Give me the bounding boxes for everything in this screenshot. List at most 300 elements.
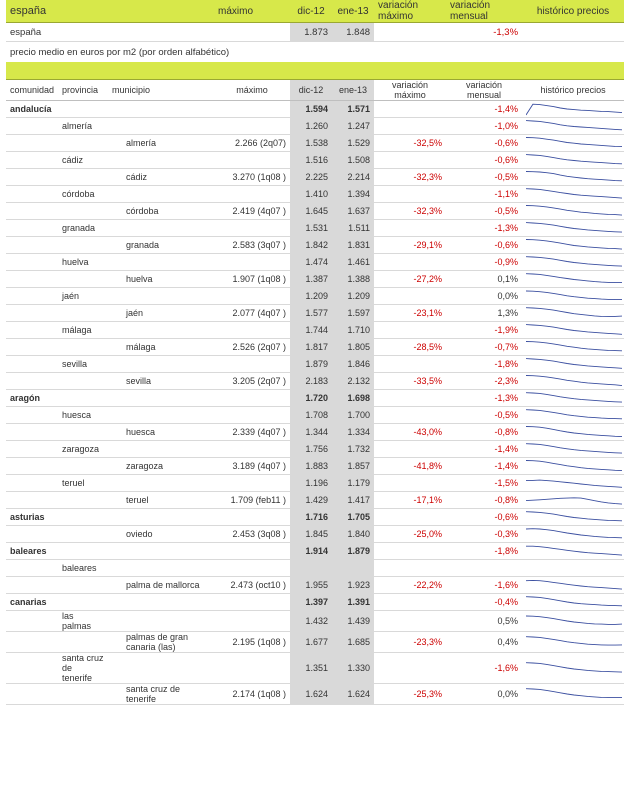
row-dic: 1.429 <box>290 492 332 509</box>
row-var-mensual: -0,6% <box>446 237 522 254</box>
row-dic: 1.196 <box>290 475 332 492</box>
row-var-maximo <box>374 288 446 305</box>
table-row <box>6 220 624 237</box>
row-ene: 1.685 <box>332 632 374 653</box>
row-provincia <box>58 373 108 390</box>
row-var-mensual: -0,5% <box>446 407 522 424</box>
row-sparkline <box>522 322 624 339</box>
row-provincia: zaragoza <box>58 441 108 458</box>
row-provincia: cádiz <box>58 152 108 169</box>
row-sparkline <box>522 492 624 509</box>
row-municipio <box>108 611 214 632</box>
row-var-mensual: -0,3% <box>446 526 522 543</box>
national-header-var-maximo: variación máximo <box>374 0 446 23</box>
row-provincia <box>58 577 108 594</box>
row-var-maximo: -23,3% <box>374 632 446 653</box>
row-comunidad <box>6 288 58 305</box>
row-comunidad: baleares <box>6 543 58 560</box>
row-municipio <box>108 560 214 577</box>
row-provincia <box>58 509 108 526</box>
national-header-var-mensual: variación mensual <box>446 0 522 23</box>
table-row <box>6 152 624 169</box>
row-municipio: málaga <box>108 339 214 356</box>
row-ene: 1.805 <box>332 339 374 356</box>
row-var-maximo: -17,1% <box>374 492 446 509</box>
row-var-maximo: -32,5% <box>374 135 446 152</box>
table-row <box>6 203 624 220</box>
row-municipio: palma de mallorca <box>108 577 214 594</box>
table-row <box>6 684 624 705</box>
row-provincia <box>58 203 108 220</box>
row-provincia <box>58 101 108 118</box>
row-dic: 1.516 <box>290 152 332 169</box>
row-comunidad <box>6 441 58 458</box>
row-municipio: jaén <box>108 305 214 322</box>
row-ene: 1.700 <box>332 407 374 424</box>
row-ene: 1.508 <box>332 152 374 169</box>
detail-green-bar <box>6 62 624 80</box>
table-row <box>6 611 624 632</box>
row-var-mensual: -1,0% <box>446 118 522 135</box>
table-row <box>6 653 624 684</box>
row-maximo: 2.453 (3q08 ) <box>214 526 290 543</box>
row-sparkline <box>522 594 624 611</box>
row-sparkline <box>522 237 624 254</box>
national-header-historico: histórico precios <box>522 0 624 23</box>
row-sparkline <box>522 254 624 271</box>
row-maximo: 2.174 (1q08 ) <box>214 684 290 705</box>
row-comunidad <box>6 373 58 390</box>
row-municipio <box>108 220 214 237</box>
row-sparkline <box>522 356 624 373</box>
row-comunidad <box>6 632 58 653</box>
row-provincia <box>58 169 108 186</box>
row-provincia <box>58 305 108 322</box>
row-municipio: almería <box>108 135 214 152</box>
row-maximo <box>214 543 290 560</box>
row-provincia <box>58 594 108 611</box>
row-comunidad <box>6 611 58 632</box>
row-sparkline <box>522 632 624 653</box>
row-dic: 1.842 <box>290 237 332 254</box>
row-ene: 2.132 <box>332 373 374 390</box>
row-var-mensual: -1,3% <box>446 220 522 237</box>
row-municipio <box>108 356 214 373</box>
row-sparkline <box>522 152 624 169</box>
table-row <box>6 424 624 441</box>
row-comunidad <box>6 118 58 135</box>
row-var-maximo: -43,0% <box>374 424 446 441</box>
row-maximo <box>214 407 290 424</box>
row-var-maximo <box>374 594 446 611</box>
table-row <box>6 543 624 560</box>
row-ene: 1.461 <box>332 254 374 271</box>
row-maximo: 3.189 (4q07 ) <box>214 458 290 475</box>
row-ene: 1.831 <box>332 237 374 254</box>
table-row <box>6 135 624 152</box>
row-var-maximo: -23,1% <box>374 305 446 322</box>
row-municipio: teruel <box>108 492 214 509</box>
row-comunidad: andalucía <box>6 101 58 118</box>
row-municipio: zaragoza <box>108 458 214 475</box>
row-var-maximo <box>374 560 446 577</box>
row-var-maximo <box>374 509 446 526</box>
row-var-mensual: -1,4% <box>446 458 522 475</box>
row-provincia: teruel <box>58 475 108 492</box>
row-sparkline <box>522 543 624 560</box>
row-dic: 1.538 <box>290 135 332 152</box>
table-row <box>6 441 624 458</box>
row-municipio <box>108 653 214 684</box>
row-var-maximo: -25,0% <box>374 526 446 543</box>
table-row <box>6 339 624 356</box>
row-sparkline <box>522 305 624 322</box>
row-provincia <box>58 543 108 560</box>
row-comunidad <box>6 322 58 339</box>
row-sparkline <box>522 135 624 152</box>
row-municipio: huelva <box>108 271 214 288</box>
national-header-title: españa <box>6 0 214 23</box>
row-maximo <box>214 356 290 373</box>
row-dic: 1.577 <box>290 305 332 322</box>
row-dic: 1.716 <box>290 509 332 526</box>
table-row <box>6 288 624 305</box>
row-ene: 1.637 <box>332 203 374 220</box>
row-maximo <box>214 611 290 632</box>
row-comunidad <box>6 254 58 271</box>
row-ene: 1.698 <box>332 390 374 407</box>
row-var-maximo: -33,5% <box>374 373 446 390</box>
national-data-row <box>6 23 624 42</box>
row-comunidad <box>6 237 58 254</box>
row-provincia: córdoba <box>58 186 108 203</box>
row-comunidad <box>6 152 58 169</box>
row-sparkline <box>522 101 624 118</box>
row-maximo: 2.266 (2q07) <box>214 135 290 152</box>
row-municipio: córdoba <box>108 203 214 220</box>
row-ene: 1.529 <box>332 135 374 152</box>
row-municipio <box>108 475 214 492</box>
national-row-ene: 1.848 <box>332 23 374 42</box>
row-var-maximo <box>374 186 446 203</box>
table-row <box>6 458 624 475</box>
row-ene: 1.417 <box>332 492 374 509</box>
table-row <box>6 373 624 390</box>
row-sparkline <box>522 118 624 135</box>
row-var-mensual: -0,5% <box>446 169 522 186</box>
row-comunidad <box>6 135 58 152</box>
row-municipio <box>108 509 214 526</box>
row-comunidad <box>6 458 58 475</box>
row-maximo: 2.473 (oct10 ) <box>214 577 290 594</box>
national-header-maximo: máximo <box>214 0 290 23</box>
row-dic: 1.624 <box>290 684 332 705</box>
row-provincia <box>58 135 108 152</box>
row-sparkline <box>522 407 624 424</box>
row-municipio <box>108 390 214 407</box>
row-maximo <box>214 390 290 407</box>
row-dic: 1.817 <box>290 339 332 356</box>
row-ene: 1.394 <box>332 186 374 203</box>
col-header-comunidad: comunidad <box>6 80 58 101</box>
row-var-mensual: -1,1% <box>446 186 522 203</box>
row-provincia <box>58 526 108 543</box>
row-comunidad: canarias <box>6 594 58 611</box>
national-header-ene: ene-13 <box>332 0 374 23</box>
row-var-mensual: -1,9% <box>446 322 522 339</box>
table-row <box>6 186 624 203</box>
row-provincia: jaén <box>58 288 108 305</box>
row-municipio <box>108 594 214 611</box>
row-sparkline <box>522 288 624 305</box>
row-var-mensual: -0,8% <box>446 492 522 509</box>
row-dic: 1.474 <box>290 254 332 271</box>
row-maximo: 2.339 (4q07 ) <box>214 424 290 441</box>
row-sparkline <box>522 577 624 594</box>
row-provincia: almería <box>58 118 108 135</box>
row-sparkline <box>522 653 624 684</box>
row-dic: 1.209 <box>290 288 332 305</box>
row-var-mensual: -1,5% <box>446 475 522 492</box>
row-sparkline <box>522 526 624 543</box>
row-ene: 1.857 <box>332 458 374 475</box>
row-var-mensual: -0,8% <box>446 424 522 441</box>
row-var-mensual: -1,6% <box>446 577 522 594</box>
table-row <box>6 526 624 543</box>
row-municipio <box>108 543 214 560</box>
row-var-mensual: 0,1% <box>446 271 522 288</box>
row-municipio <box>108 441 214 458</box>
national-row-var-maximo <box>374 23 446 42</box>
row-maximo <box>214 560 290 577</box>
row-provincia <box>58 237 108 254</box>
row-var-mensual: -0,6% <box>446 135 522 152</box>
row-var-maximo <box>374 254 446 271</box>
row-comunidad <box>6 577 58 594</box>
row-var-maximo <box>374 356 446 373</box>
table-note: precio medio en euros por m2 (por orden alfabético) <box>10 47 230 58</box>
row-var-mensual <box>446 560 522 577</box>
row-var-mensual: 0,0% <box>446 684 522 705</box>
row-sparkline <box>522 271 624 288</box>
row-maximo <box>214 254 290 271</box>
row-ene: 1.511 <box>332 220 374 237</box>
row-dic: 1.744 <box>290 322 332 339</box>
row-sparkline <box>522 203 624 220</box>
row-sparkline <box>522 458 624 475</box>
row-var-mensual: 0,4% <box>446 632 522 653</box>
table-row <box>6 577 624 594</box>
row-dic: 1.720 <box>290 390 332 407</box>
row-var-maximo <box>374 475 446 492</box>
row-ene: 1.391 <box>332 594 374 611</box>
row-dic: 1.883 <box>290 458 332 475</box>
row-var-maximo <box>374 118 446 135</box>
row-ene: 1.571 <box>332 101 374 118</box>
row-comunidad <box>6 356 58 373</box>
row-var-maximo: -32,3% <box>374 169 446 186</box>
row-dic: 2.183 <box>290 373 332 390</box>
row-var-maximo <box>374 390 446 407</box>
row-maximo: 2.077 (4q07 ) <box>214 305 290 322</box>
row-municipio: sevilla <box>108 373 214 390</box>
row-provincia: huesca <box>58 407 108 424</box>
price-detail-table <box>6 62 624 705</box>
row-maximo: 2.583 (3q07 ) <box>214 237 290 254</box>
row-var-mensual: -1,3% <box>446 390 522 407</box>
table-row <box>6 271 624 288</box>
row-sparkline <box>522 424 624 441</box>
row-sparkline <box>522 169 624 186</box>
row-var-maximo <box>374 407 446 424</box>
table-row <box>6 356 624 373</box>
row-var-mensual: 0,5% <box>446 611 522 632</box>
row-comunidad <box>6 684 58 705</box>
table-row <box>6 101 624 118</box>
row-dic: 1.594 <box>290 101 332 118</box>
row-dic: 1.351 <box>290 653 332 684</box>
row-maximo <box>214 653 290 684</box>
row-var-maximo <box>374 653 446 684</box>
row-sparkline <box>522 560 624 577</box>
col-header-maximo: máximo <box>214 80 290 101</box>
row-ene: 1.597 <box>332 305 374 322</box>
row-maximo <box>214 288 290 305</box>
detail-header-row <box>6 80 624 101</box>
row-var-maximo <box>374 441 446 458</box>
table-row <box>6 118 624 135</box>
row-var-maximo <box>374 322 446 339</box>
row-municipio <box>108 254 214 271</box>
table-row <box>6 475 624 492</box>
row-municipio: granada <box>108 237 214 254</box>
row-maximo <box>214 594 290 611</box>
row-var-mensual: -0,9% <box>446 254 522 271</box>
row-maximo: 3.205 (2q07 ) <box>214 373 290 390</box>
row-ene: 1.923 <box>332 577 374 594</box>
table-row <box>6 254 624 271</box>
national-row-dic: 1.873 <box>290 23 332 42</box>
row-maximo <box>214 322 290 339</box>
row-comunidad <box>6 305 58 322</box>
table-row <box>6 492 624 509</box>
row-dic: 1.845 <box>290 526 332 543</box>
col-header-ene: ene-13 <box>332 80 374 101</box>
row-maximo <box>214 475 290 492</box>
row-dic: 1.432 <box>290 611 332 632</box>
row-var-mensual: 0,0% <box>446 288 522 305</box>
col-header-historico: histórico precios <box>522 80 624 101</box>
row-var-mensual: -1,4% <box>446 441 522 458</box>
row-var-maximo: -22,2% <box>374 577 446 594</box>
table-row <box>6 509 624 526</box>
row-var-maximo: -32,3% <box>374 203 446 220</box>
table-row <box>6 594 624 611</box>
row-maximo: 2.419 (4q07 ) <box>214 203 290 220</box>
row-comunidad <box>6 475 58 492</box>
col-header-dic: dic-12 <box>290 80 332 101</box>
row-provincia: sevilla <box>58 356 108 373</box>
row-ene: 1.388 <box>332 271 374 288</box>
row-dic: 1.914 <box>290 543 332 560</box>
row-var-mensual: -0,6% <box>446 152 522 169</box>
row-ene: 1.705 <box>332 509 374 526</box>
table-row <box>6 390 624 407</box>
row-var-maximo <box>374 220 446 237</box>
row-var-maximo: -27,2% <box>374 271 446 288</box>
col-header-var-mensual: variación mensual <box>446 80 522 101</box>
row-var-maximo: -25,3% <box>374 684 446 705</box>
row-dic: 1.260 <box>290 118 332 135</box>
row-var-mensual: -1,8% <box>446 543 522 560</box>
table-row <box>6 407 624 424</box>
row-ene: 1.330 <box>332 653 374 684</box>
national-header-row <box>6 0 624 23</box>
table-row <box>6 169 624 186</box>
row-municipio <box>108 186 214 203</box>
national-summary-table <box>6 0 624 42</box>
row-comunidad <box>6 186 58 203</box>
row-maximo: 1.709 (feb11 ) <box>214 492 290 509</box>
row-ene: 1.710 <box>332 322 374 339</box>
row-comunidad: aragón <box>6 390 58 407</box>
table-row <box>6 305 624 322</box>
row-municipio: palmas de gran canaria (las) <box>108 632 214 653</box>
row-dic: 2.225 <box>290 169 332 186</box>
row-provincia: huelva <box>58 254 108 271</box>
row-maximo: 3.270 (1q08 ) <box>214 169 290 186</box>
row-ene: 2.214 <box>332 169 374 186</box>
row-ene: 1.840 <box>332 526 374 543</box>
table-row <box>6 322 624 339</box>
row-municipio: huesca <box>108 424 214 441</box>
row-comunidad <box>6 339 58 356</box>
row-municipio <box>108 322 214 339</box>
row-provincia: santa cruz de tenerife <box>58 653 108 684</box>
row-sparkline <box>522 684 624 705</box>
table-row <box>6 560 624 577</box>
row-ene: 1.334 <box>332 424 374 441</box>
row-comunidad <box>6 526 58 543</box>
row-dic: 1.955 <box>290 577 332 594</box>
row-provincia <box>58 632 108 653</box>
row-maximo: 1.907 (1q08 ) <box>214 271 290 288</box>
row-var-mensual: -0,6% <box>446 509 522 526</box>
row-maximo <box>214 101 290 118</box>
row-ene: 1.879 <box>332 543 374 560</box>
row-var-mensual: -2,3% <box>446 373 522 390</box>
row-var-mensual: -1,8% <box>446 356 522 373</box>
row-sparkline <box>522 611 624 632</box>
row-comunidad <box>6 653 58 684</box>
row-dic: 1.677 <box>290 632 332 653</box>
row-var-maximo: -41,8% <box>374 458 446 475</box>
row-var-maximo <box>374 101 446 118</box>
col-header-municipio: municipio <box>108 80 214 101</box>
row-dic: 1.387 <box>290 271 332 288</box>
row-sparkline <box>522 339 624 356</box>
row-sparkline <box>522 220 624 237</box>
row-municipio: cádiz <box>108 169 214 186</box>
row-provincia <box>58 390 108 407</box>
row-dic: 1.756 <box>290 441 332 458</box>
row-comunidad <box>6 560 58 577</box>
row-var-mensual: 1,3% <box>446 305 522 322</box>
national-row-var-mensual: -1,3% <box>446 23 522 42</box>
row-municipio: santa cruz de tenerife <box>108 684 214 705</box>
row-maximo <box>214 220 290 237</box>
row-maximo <box>214 152 290 169</box>
